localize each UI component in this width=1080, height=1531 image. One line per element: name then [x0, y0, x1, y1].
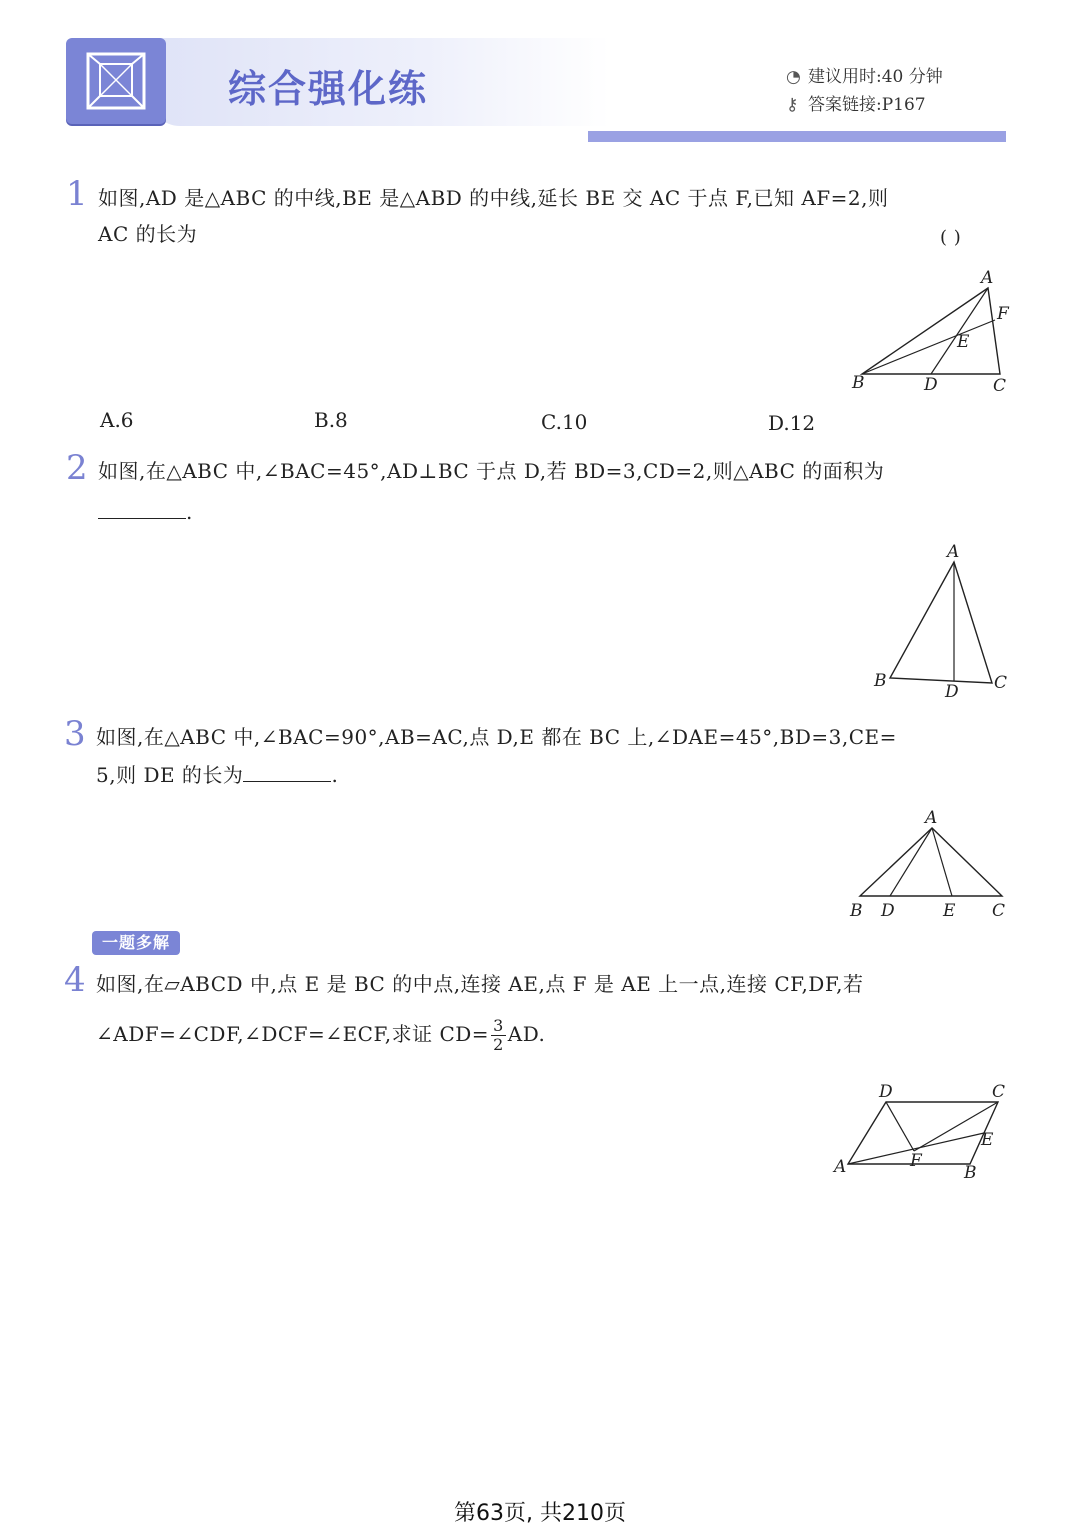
label-b: B [850, 901, 863, 921]
label-b: B [964, 1163, 977, 1183]
median-ad [931, 288, 988, 374]
figure-question-4 [826, 1078, 1016, 1188]
label-e: E [981, 1130, 994, 1150]
stopwatch-icon: ◔ [786, 67, 801, 87]
answer-label: 答案链接:P167 [808, 95, 926, 115]
cube-logo-icon [66, 38, 166, 124]
parallelogram-abcd [848, 1102, 998, 1164]
multi-solution-tag: 一题多解 [92, 931, 180, 955]
answer-blank[interactable] [98, 500, 186, 519]
question-4-proof-line [96, 1014, 545, 1054]
answer-link [786, 90, 926, 115]
question-1-text [98, 178, 1010, 218]
page-title: 综合强化练 [228, 67, 429, 111]
question-number: 1 [66, 174, 88, 214]
label-e: E [957, 332, 970, 352]
question-number: 3 [64, 714, 86, 754]
label-d: D [881, 901, 895, 921]
label-f: F [997, 304, 1009, 324]
label-b: B [852, 373, 865, 393]
label-f: F [910, 1151, 922, 1171]
figure-question-3 [842, 804, 1018, 924]
question-text-line: 如图,在△ABC 中,∠BAC=90°,AB=AC,点 D,E 都在 BC 上,∠DAE=45°,BD=3,CE= [96, 725, 897, 749]
question-text-line: 如图,AD 是△ABC 的中线,BE 是△ABD 的中线,延长 BE 交 AC 于点 F,已知 AF=2,则 [98, 186, 889, 210]
label-c: C [992, 901, 1006, 921]
question-text-suffix: . [186, 500, 193, 524]
segment-df [886, 1102, 914, 1151]
page-indicator: 第63页, 共210页 [454, 1501, 626, 1526]
question-text-line: AC 的长为 [98, 222, 198, 246]
key-icon: ⚷ [786, 95, 799, 115]
triangle-abc [890, 562, 992, 683]
label-a: A [947, 542, 960, 562]
label-b: B [874, 671, 887, 691]
question-text-line: 如图,在▱ABCD 中,点 E 是 BC 的中点,连接 AE,点 F 是 AE 上一点,连接 CF,DF,若 [96, 972, 864, 996]
question-number: 2 [66, 448, 88, 488]
question-2-answer-line [98, 492, 193, 532]
fraction-denominator: 2 [493, 1035, 504, 1054]
option-a: A.6 [100, 408, 134, 432]
question-text-suffix: . [331, 763, 339, 787]
time-label: 建议用时:40 分钟 [808, 67, 943, 87]
label-d: D [879, 1082, 893, 1102]
label-a: A [981, 268, 994, 288]
option-b: B.8 [314, 408, 348, 432]
fraction-three-halves [491, 1017, 506, 1054]
label-a: A [925, 808, 938, 828]
label-c: C [993, 376, 1007, 396]
label-d: D [945, 682, 959, 702]
suggested-time [786, 62, 943, 87]
question-3-answer-line [96, 755, 338, 795]
figure-question-2 [866, 538, 1016, 702]
question-number: 4 [64, 960, 86, 1000]
answer-blank[interactable] [243, 763, 331, 782]
header-stripe [588, 131, 1006, 142]
question-text-prefix: 5,则 DE 的长为 [96, 763, 244, 787]
triangle-abc [860, 828, 1002, 896]
fraction-numerator: 3 [493, 1016, 504, 1035]
label-a: A [834, 1157, 847, 1177]
question-text-suffix: AD. [507, 1022, 546, 1046]
label-c: C [992, 1082, 1006, 1102]
question-text-line: 如图,在△ABC 中,∠BAC=45°,AD⊥BC 于点 D,若 BD=3,CD=2,则△ABC 的面积为 [98, 459, 885, 483]
answer-bracket: ( ) [940, 227, 962, 248]
question-text-prefix: ∠ADF=∠CDF,∠DCF=∠ECF,求证 CD= [96, 1022, 490, 1046]
label-c: C [994, 673, 1008, 693]
option-d: D.12 [768, 411, 816, 435]
label-e: E [943, 901, 956, 921]
option-c: C.10 [541, 410, 588, 434]
figure-question-1 [840, 262, 1020, 402]
label-d: D [924, 375, 938, 395]
